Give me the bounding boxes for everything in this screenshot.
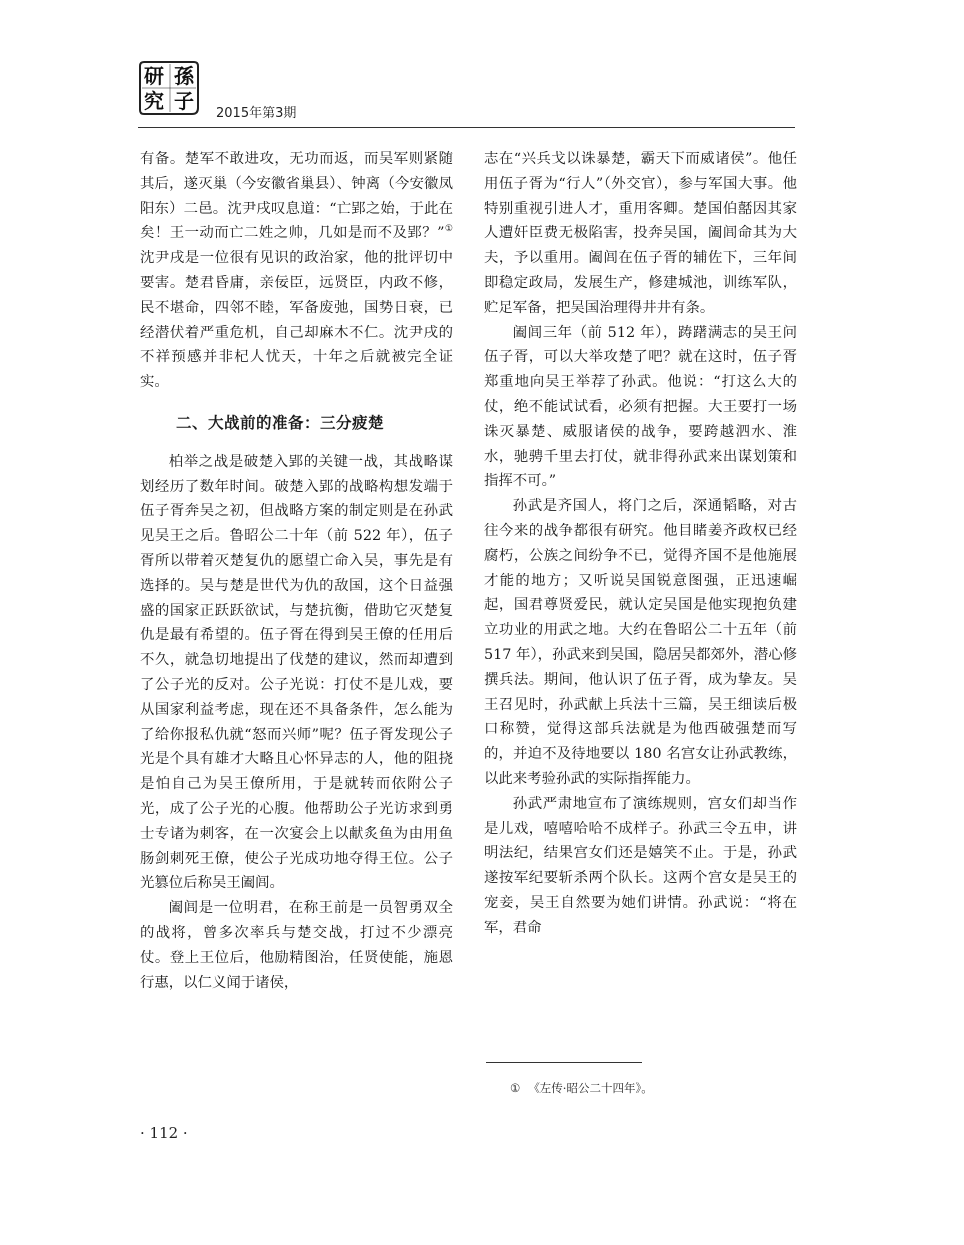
footnote-text: 《左传·昭公二十四年》。: [528, 1081, 653, 1095]
left-paragraph-1-tail: 沈尹戌是一位很有见识的政治家，他的批评切中要害。楚君昏庸，亲佞臣，远贤臣，内政不修，民不堪命，四邻不睦，军备废弛，国势日衰，已经潜伏着严重危机，自己却麻木不仁。沈尹戌的不祥预感并非杞人忧天，十年之后就被完全证实。: [140, 250, 453, 391]
footnote-reference[interactable]: ①: [444, 224, 454, 235]
left-column: [140, 147, 453, 995]
left-paragraph-1-text: 有备。楚军不敢进攻，无功而返，而吴军则紧随其后，遂灭巢（今安徽省巢县）、钟离（今安徽凤阳东）二邑。沈尹戌叹息道：“亡郢之始，于此在矣！王一动而亡二姓之帅，几如是而不及郢？”: [140, 151, 453, 242]
logo-char-4: 子: [174, 89, 194, 113]
right-paragraph-2: 阖闾三年（前 512 年），踌躇满志的吴王问伍子胥，可以大举攻楚了吧？就在这时，伍子胥郑重地向吴王举荐了孙武。他说：“打这么大的仗，绝不能试试看，必须有把握。大王要打一场诛灭暴楚、威服诸侯的战争，要跨越泗水、淮水，驰骋千里去打仗，就非得孙武来出谋划策和指挥不可。”: [484, 324, 797, 490]
logo-char-2: 究: [144, 89, 164, 113]
issue-label: 2015年第3期: [216, 106, 297, 121]
logo-char-3: 孫: [174, 64, 194, 88]
footnote: [510, 1080, 653, 1096]
footnote-divider: [486, 1062, 642, 1063]
journal-logo: [138, 58, 202, 118]
right-paragraph-4: 孙武严肃地宣布了演练规则，宫女们却当作是儿戏，嘻嘻哈哈不成样子。孙武三令五申，讲明法纪，结果宫女们还是嬉笑不止。于是，孙武遂按军纪要斩杀两个队长。这两个宫女是吴王的宠妾，吴王自然要为她们讲情。孙武说：“将在军，君命: [484, 795, 797, 936]
section-heading: 二、大战前的准备：三分疲楚: [176, 413, 385, 432]
right-paragraph-3: 孙武是齐国人，将门之后，深通韬略，对古往今来的战争都很有研究。他目睹姜齐政权已经腐朽，公族之间纷争不已，觉得齐国不是他施展才能的地方；又听说吴国锐意图强，正迅速崛起，国君尊贤爱民，就认定吴国是他实现抱负建立功业的用武之地。大约在鲁昭公二十五年（前 517 年），孙武来到吴国，隐居吴都郊外，潜心修撰兵法。期间，他认识了伍子胥，成为挚友。吴王召见时，孙武献上兵法十三篇，吴王细读后极口称赞，觉得这部兵法就是为他西破强楚而写的，并迫不及待地要以 180 名宫女让孙武教练，以此来考验孙武的实际指挥能力。: [484, 498, 797, 787]
left-paragraph-3: 阖闾是一位明君，在称王前是一员智勇双全的战将，曾多次率兵与楚交战，打过不少漂亮仗。登上王位后，他励精图治，任贤使能，施恩行惠，以仁义闻于诸侯，: [140, 900, 453, 991]
left-paragraph-2: 柏举之战是破楚入郢的关键一战，其战略谋划经历了数年时间。破楚入郢的战略构想发端于伍子胥奔吴之初，但战略方案的制定则是在孙武见吴王之后。鲁昭公二十年（前 522 年），伍子胥所以带着灭楚复仇的愿望亡命入吴，事先是有选择的。吴与楚是世代为仇的敌国，这个日益强盛的国家正跃跃欲试，与楚抗衡，借助它灭楚复仇是最有希望的。伍子胥在得到吴王僚的任用后不久，就急切地提出了伐楚的建议，然而却遭到了公子光的反对。公子光说：打仗不是儿戏，要从国家利益考虑，现在还不具备条件，怎么能为了给你报私仇就“怒而兴师”呢？伍子胥发现公子光是个具有雄才大略且心怀异志的人，他的阻挠是怕自己为吴王僚所用，于是就转而依附公子光，成了公子光的心腹。他帮助公子光访求到勇士专诸为刺客，在一次宴会上以献炙鱼为由用鱼肠剑刺死王僚，使公子光成功地夺得王位。公子光篡位后称吴王阖闾。: [140, 453, 453, 892]
page-number: · 112 ·: [140, 1124, 188, 1142]
logo-char-1: 研: [144, 64, 164, 88]
header-divider: [138, 127, 795, 128]
journal-logo-seal: [138, 58, 202, 118]
footnote-mark: ①: [510, 1081, 521, 1095]
left-paragraph-1: [140, 147, 453, 395]
right-column: [484, 147, 797, 941]
right-paragraph-1: 志在“兴兵戈以诛暴楚，霸天下而威诸侯”。他任用伍子胥为“行人”（外交官），参与军国大事。他特别重视引进人才，重用客卿。楚国伯嚭因其家人遭奸臣费无极陷害，投奔吴国，阖闾命其为大夫，予以重用。阖闾在伍子胥的辅佐下，三年间即稳定政局，发展生产，修建城池，训练军队，贮足军备，把吴国治理得井井有条。: [484, 151, 797, 316]
